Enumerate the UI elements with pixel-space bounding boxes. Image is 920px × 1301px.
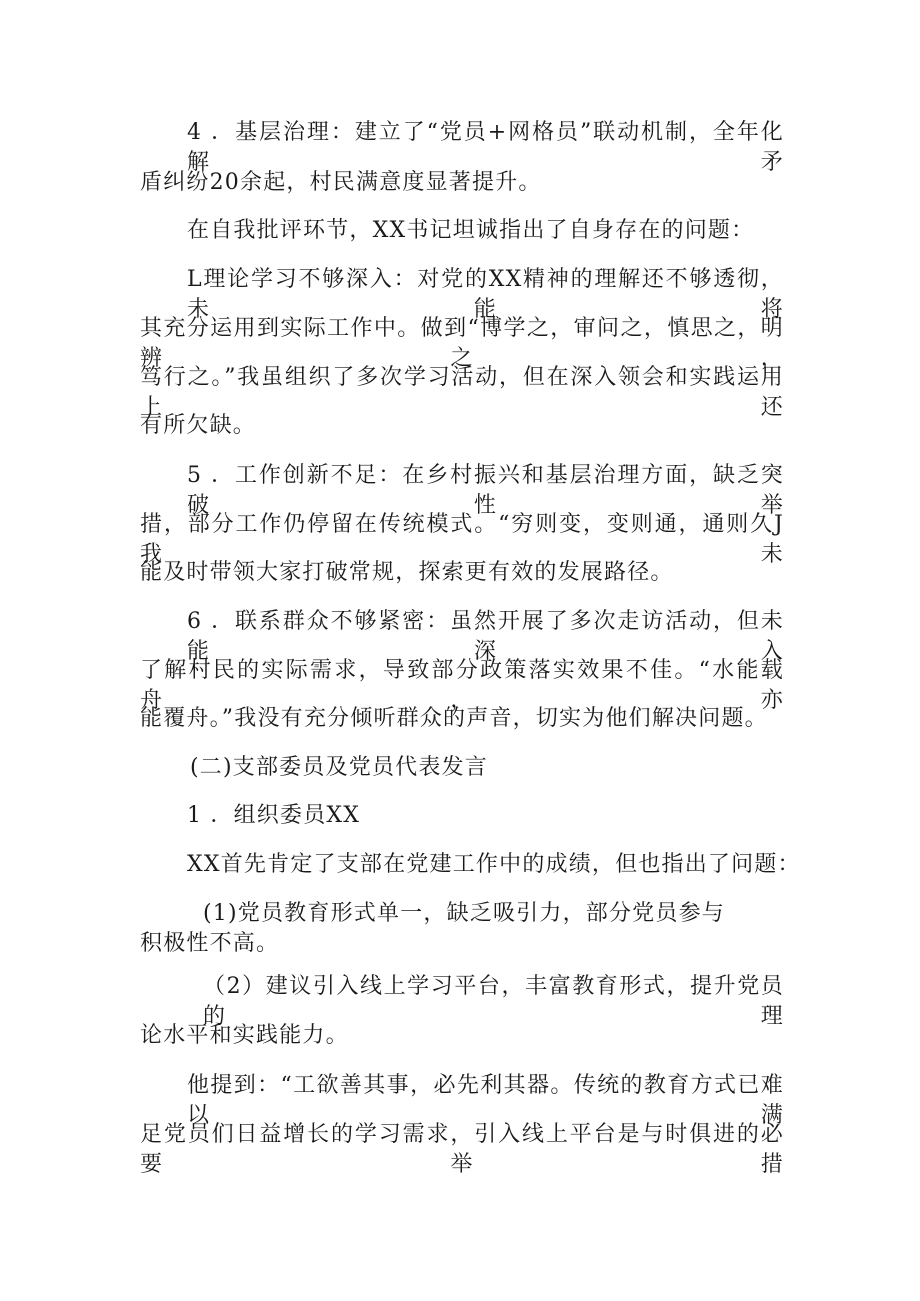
speaker-intro: XX首先肯定了支部在党建工作中的成绩，但也指出了问题： xyxy=(187,852,801,877)
text-line: 5 ．工作创新不足：在乡村振兴和基层治理方面，缺乏突破性举 xyxy=(187,463,784,518)
text-line: L理论学习不够深入：对党的XX精神的理解还不够透彻，未能将 xyxy=(187,267,784,322)
text-line: 能覆舟。”我没有充分倾听群众的声音，切实为他们解决问题。 xyxy=(140,706,768,731)
text-line: 他提到：“工欲善其事，必先利其器。传统的教育方式已难以满 xyxy=(187,1073,784,1128)
text-line: 笃行之。”我虽组织了多次学习活动，但在深入领会和实践运用上还 xyxy=(140,365,784,420)
text-line: 了解村民的实际需求，导致部分政策落实效果不佳。“水能载舟，亦 xyxy=(140,658,784,713)
speaker-heading: 1 ．组织委员XX xyxy=(187,803,361,828)
text-line: 能及时带领大家打破常规，探索更有效的发展路径。 xyxy=(140,560,674,585)
text-line: 其充分运用到实际工作中。做到“博学之，审问之，慎思之，明辨之， xyxy=(140,316,784,371)
text-line: 积极性不高。 xyxy=(140,931,280,956)
text-line: 4 ．基层治理：建立了“党员+网格员”联动机制，全年化解矛 xyxy=(187,120,784,175)
text-line: 6 ．联系群众不够紧密：虽然开展了多次走访活动，但未能深入 xyxy=(187,609,784,664)
text-line: 盾纠纷20余起，村民满意度显著提升。 xyxy=(140,170,542,195)
text-line: 措，部分工作仍停留在传统模式。“穷则变，变则通，通则久J我未 xyxy=(140,512,784,567)
text-line: (1)党员教育形式单一，缺乏吸引力，部分党员参与 xyxy=(203,901,725,926)
text-line: 在自我批评环节，XX书记坦诚指出了自身存在的问题： xyxy=(187,218,755,243)
text-line: 足党员们日益增长的学习需求，引入线上平台是与时俱进的必要举措 xyxy=(140,1122,784,1177)
section-heading: (二)支部委员及党员代表发言 xyxy=(190,755,488,780)
text-line: 论水平和实践能力。 xyxy=(140,1023,349,1048)
text-line: （2）建议引入线上学习平台，丰富教育形式，提升党员的理 xyxy=(203,974,784,1029)
text-line: 有所欠缺。 xyxy=(140,413,257,438)
